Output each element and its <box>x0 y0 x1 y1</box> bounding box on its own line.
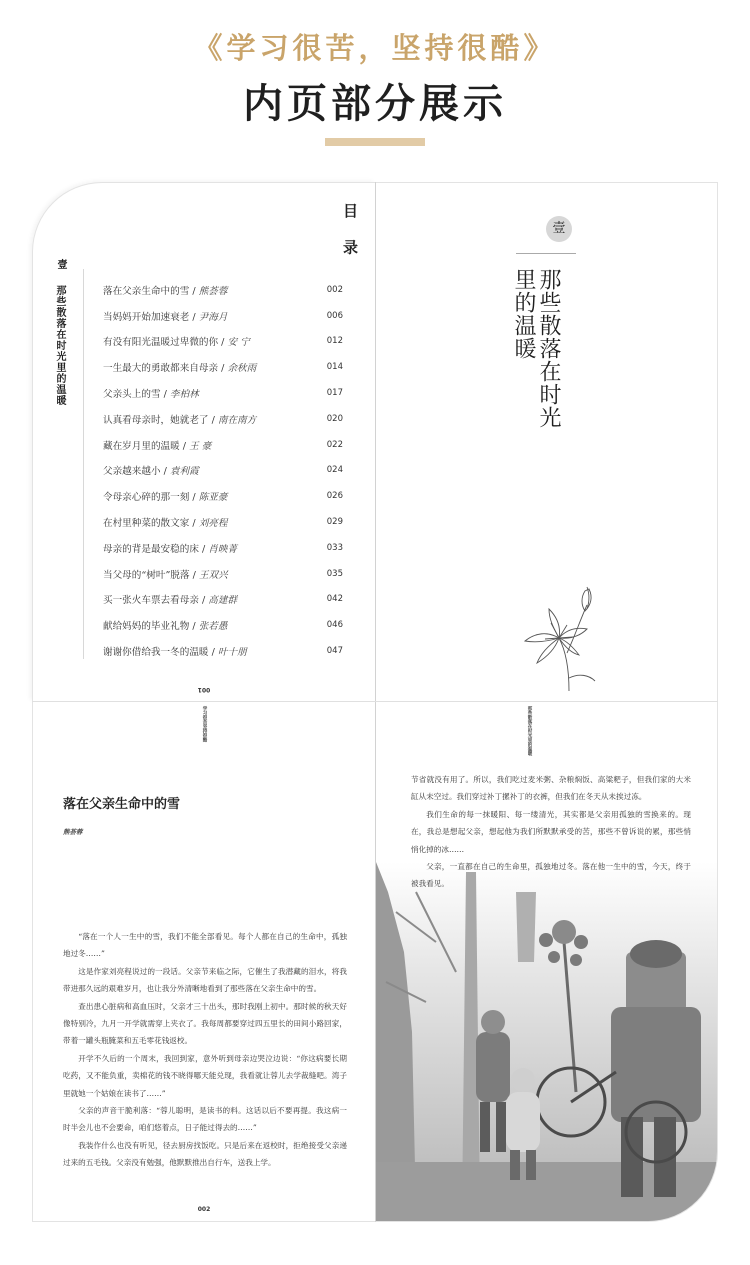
toc-entry-page: 033 <box>326 542 343 553</box>
spread-separator <box>32 701 718 702</box>
toc-entry-separator: / <box>179 440 190 452</box>
toc-folio: 001 <box>197 686 211 693</box>
toc-entry-page: 029 <box>326 517 343 528</box>
toc-entry <box>103 561 343 587</box>
article-page <box>32 702 375 1222</box>
toc-entry-title: 当父母的“树叶”脱落 <box>103 569 190 581</box>
article-paragraph: 父亲，一直都在自己的生命里，孤独地过冬。落在他一生中的雪，今天，终于被我看见。 <box>411 862 691 889</box>
article-paragraph: 父亲的声音干脆利落：“蓉儿聪明，是读书的料。这话以后不要再提。我这病一时半会儿也不会要命，咱们悠着点，日子能过得去的……” <box>63 1106 347 1133</box>
toc-entry-page: 012 <box>326 336 343 347</box>
toc-entry-page: 026 <box>326 491 343 502</box>
toc-entry-title: 谢谢你借给我一冬的温暖 <box>103 647 209 659</box>
toc-entry <box>103 406 343 432</box>
toc-entry-label <box>103 541 237 555</box>
toc-entry-separator: / <box>218 363 228 375</box>
header-subtitle: 《学习很苦，坚持很酷》 <box>193 31 557 65</box>
toc-entry-separator: / <box>198 543 209 555</box>
toc-entry-separator: / <box>189 621 199 633</box>
article-folio: 002 <box>197 1206 211 1213</box>
toc-entry-label <box>103 592 237 606</box>
article-paragraph: 这是作家刘亮程说过的一段话。父亲节来临之际，它催生了我潜藏的泪水，将我带进那久远的艰难岁月，也让我分外清晰地看到了那些落在父亲生命中的雪。 <box>63 966 347 994</box>
chapter-title-page <box>376 182 718 701</box>
article-paragraph: 我们生命的每一抹暖阳、每一缕清光，其实都是父亲用孤独的雪换来的。现在，我总是想起父亲，想起他为我们所默默承受的苦，那些不曾诉说的累，那些悄悄化掉的冰…… <box>411 809 691 854</box>
toc-entry <box>103 458 343 484</box>
toc-entry-page: 014 <box>326 362 343 373</box>
toc-entry-author: 袁利霞 <box>169 466 199 478</box>
toc-page <box>32 182 375 701</box>
article-paragraph: 查出患心脏病和高血压时，父亲才三十出头，那时我刚上初中。那时候的秋天好像特别冷，九月一开学就需穿上夹衣了。我每周都要穿过四五里长的田间小路回家，带着一罐头瓶腌菜和五毛零花钱返校。 <box>63 1001 347 1046</box>
article-body <box>63 928 347 1172</box>
toc-entry <box>103 277 343 303</box>
toc-entry-author: 熊荟蓉 <box>198 285 228 297</box>
toc-entry-author: 南在南方 <box>217 414 257 426</box>
book-spine <box>375 182 376 1222</box>
toc-entry <box>103 535 343 561</box>
toc-entry-page: 006 <box>326 310 343 321</box>
toc-entry <box>103 380 343 406</box>
toc-entry-label <box>103 438 211 452</box>
toc-entry-page: 002 <box>326 284 343 295</box>
article-running-head: 那些散落在时光里的温暖 <box>527 706 532 756</box>
toc-entry-page: 047 <box>326 646 343 657</box>
toc-entry-label <box>103 412 256 426</box>
chapter-badge: 壹 <box>546 216 572 242</box>
chapter-title: 那些散落在时光里的温暖 <box>511 268 561 429</box>
toc-entry-author: 张若愚 <box>198 621 228 633</box>
toc-entry-title: 在村里种菜的散文家 <box>103 518 190 530</box>
toc-entry-author: 王双兴 <box>198 569 228 581</box>
toc-entry-author: 安 宁 <box>227 337 250 349</box>
toc-divider <box>83 269 84 659</box>
toc-entry-title: 买一张火车票去看母亲 <box>103 595 199 607</box>
toc-entry-author: 肖映菁 <box>208 543 238 555</box>
toc-entry-separator: / <box>160 466 170 478</box>
toc-entry-title: 有没有阳光温暖过卑微的你 <box>103 337 219 349</box>
toc-entry-title: 认真看母亲时，她就老了 <box>103 414 209 426</box>
toc-entry-page: 024 <box>326 465 343 476</box>
toc-entry-page: 035 <box>326 568 343 579</box>
article-paragraph: 我装作什么也没有听见，径去厨房找饭吃。只是后来在返校时，拒绝接受父亲递过来的五毛钱。父亲没有勉强，他默默推出自行车，送我上学。 <box>63 1140 347 1168</box>
toc-entry-label <box>103 489 227 503</box>
toc-entry <box>103 612 343 638</box>
toc-entry-label <box>103 515 227 529</box>
toc-entry-separator: / <box>208 647 218 659</box>
toc-entry-label <box>103 618 227 632</box>
badge-divider <box>516 253 576 254</box>
lily-flower-illustration <box>519 583 609 693</box>
toc-entry-label <box>103 309 227 323</box>
article-author: 熊荟蓉 <box>63 828 83 836</box>
toc-entry-title: 当妈妈开始加速衰老 <box>103 311 190 323</box>
toc-list <box>103 277 343 664</box>
toc-entry <box>103 329 343 355</box>
article-paragraph: 开学不久后的一个周末，我回到家，意外听到母亲边哭泣边说：“你这病要长期吃药，又不能负重，卖棉花的钱不晓得哪天能兑现，我看就让蓉儿去学裁缝吧。湾子里就她一个姑娘在读书了……” <box>63 1053 347 1098</box>
toc-heading: 目 录 <box>341 203 359 263</box>
toc-entry-label <box>103 567 228 581</box>
toc-entry-author: 尹海月 <box>198 311 228 323</box>
toc-entry-page: 042 <box>326 594 343 605</box>
toc-entry-page: 046 <box>326 620 343 631</box>
toc-entry-author: 李柏林 <box>169 389 199 401</box>
toc-section-title: 那些散落在时光里的温暖 <box>54 285 65 406</box>
toc-entry-separator: / <box>189 492 199 504</box>
toc-entry-separator: / <box>189 569 199 581</box>
article-title: 落在父亲生命中的雪 <box>63 797 181 812</box>
toc-entry-page: 020 <box>326 413 343 424</box>
toc-entry-separator: / <box>198 595 209 607</box>
toc-entry-separator: / <box>189 285 199 297</box>
toc-entry-title: 落在父亲生命中的雪 <box>103 285 190 297</box>
toc-entry <box>103 638 343 664</box>
toc-entry-separator: / <box>218 337 228 349</box>
toc-entry-author: 刘亮程 <box>198 518 228 530</box>
toc-entry-title: 父亲越来越小 <box>103 466 161 478</box>
toc-entry <box>103 509 343 535</box>
toc-entry-title: 献给妈妈的毕业礼物 <box>103 621 190 633</box>
toc-entry-label <box>103 644 247 658</box>
toc-section-number: 壹 <box>55 259 66 269</box>
toc-entry-title: 母亲的背是最安稳的床 <box>103 543 199 555</box>
toc-entry-label <box>103 386 199 400</box>
article-continuation-page <box>376 702 718 1222</box>
article-continuation-body <box>411 771 691 893</box>
toc-entry-author: 高建群 <box>208 595 238 607</box>
toc-entry-label <box>103 334 250 348</box>
article-running-head: 学习很苦坚持很酷 <box>202 706 207 742</box>
header-title: 内页部分展示 <box>243 81 507 127</box>
article-paragraph: 节省就没有用了。所以，我们吃过麦米粥、杂粮焖饭、高粱粑子，但我们家的大米缸从未空过。我们穿过补丁摞补丁的衣裤，但我们在冬天从未挨过冻。 <box>411 775 691 802</box>
toc-entry-author: 叶十朋 <box>217 647 247 659</box>
toc-entry-title: 令母亲心碎的那一刻 <box>103 492 190 504</box>
toc-entry-page: 022 <box>326 439 343 450</box>
toc-entry-author: 王 豪 <box>189 440 212 452</box>
toc-entry <box>103 483 343 509</box>
toc-entry-separator: / <box>160 389 170 401</box>
toc-entry-separator: / <box>189 518 199 530</box>
header-accent-bar <box>325 138 425 146</box>
toc-entry <box>103 432 343 458</box>
toc-entry-page: 017 <box>326 388 343 399</box>
toc-entry-separator: / <box>208 414 218 426</box>
toc-entry-author: 陈亚豪 <box>198 492 228 504</box>
toc-entry <box>103 303 343 329</box>
article-paragraph: “落在一个人一生中的雪，我们不能全部看见。每个人都在自己的生命中，孤独地过冬……” <box>63 932 347 959</box>
toc-entry-separator: / <box>189 311 199 323</box>
toc-entry-label <box>103 283 227 297</box>
toc-entry <box>103 354 343 380</box>
toc-entry-label <box>103 463 199 477</box>
toc-entry-title: 藏在岁月里的温暖 <box>103 440 180 452</box>
toc-entry-title: 一生最大的勇敢都来自母亲 <box>103 363 219 375</box>
toc-entry-author: 余秋雨 <box>227 363 257 375</box>
toc-entry <box>103 587 343 613</box>
toc-entry-title: 父亲头上的雪 <box>103 389 161 401</box>
toc-entry-label <box>103 360 256 374</box>
